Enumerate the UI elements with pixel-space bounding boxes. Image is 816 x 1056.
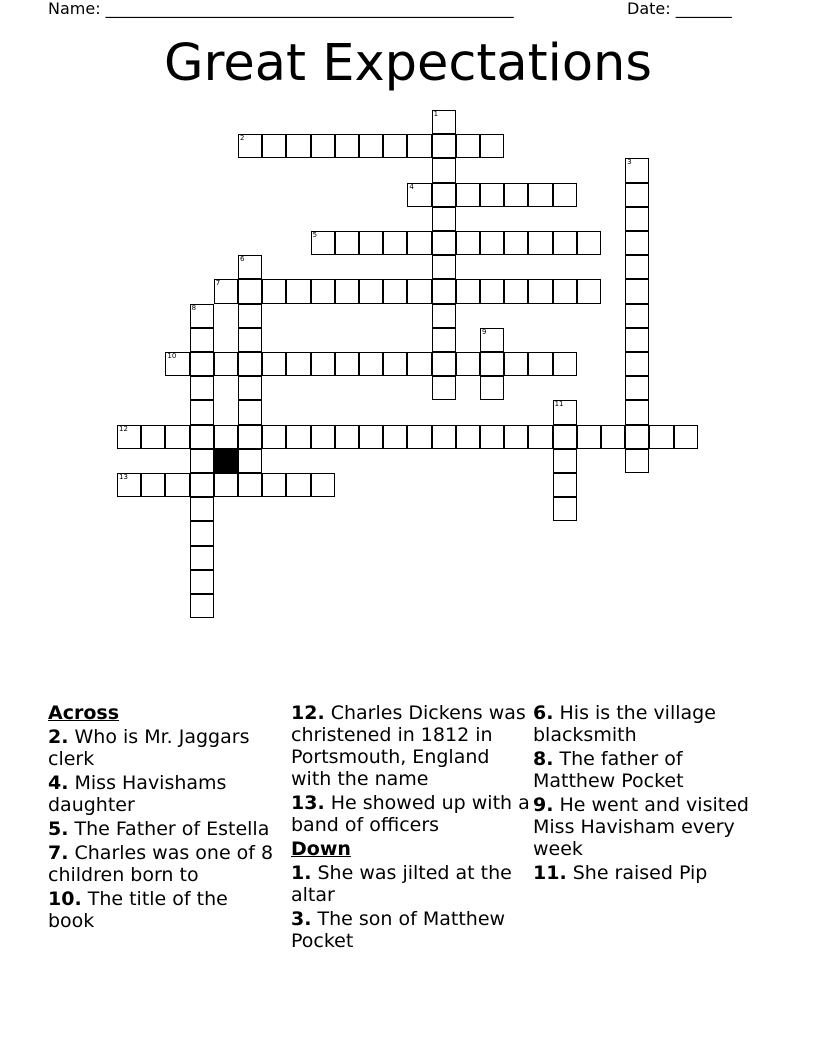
grid-cell[interactable] bbox=[432, 376, 456, 400]
grid-cell[interactable] bbox=[432, 352, 456, 376]
grid-cell[interactable] bbox=[553, 473, 577, 497]
grid-cell[interactable] bbox=[238, 352, 262, 376]
grid-cell[interactable] bbox=[383, 425, 407, 449]
clue-number-9: 9 bbox=[482, 327, 487, 336]
blocked-cell bbox=[214, 449, 238, 473]
grid-cell[interactable] bbox=[286, 279, 310, 303]
grid-cell[interactable] bbox=[456, 425, 480, 449]
grid-cell[interactable] bbox=[504, 231, 528, 255]
grid-cell[interactable] bbox=[117, 425, 141, 449]
grid-cell[interactable] bbox=[407, 231, 431, 255]
grid-cell[interactable] bbox=[625, 376, 649, 400]
grid-cell[interactable] bbox=[577, 231, 601, 255]
grid-cell[interactable] bbox=[335, 134, 359, 158]
grid-cell[interactable] bbox=[504, 352, 528, 376]
grid-cell[interactable] bbox=[625, 328, 649, 352]
grid-cell[interactable] bbox=[238, 328, 262, 352]
grid-cell[interactable] bbox=[625, 231, 649, 255]
clues-column-2 bbox=[291, 702, 531, 954]
clues-column-3 bbox=[533, 702, 763, 886]
down-clue-3: 3. The son of Matthew Pocket bbox=[291, 908, 506, 952]
across-clue-5: 5. The Father of Estella bbox=[48, 818, 270, 840]
grid-cell[interactable] bbox=[456, 231, 480, 255]
grid-cell[interactable] bbox=[190, 328, 214, 352]
grid-cell[interactable] bbox=[214, 425, 238, 449]
grid-cell[interactable] bbox=[432, 255, 456, 279]
grid-cell[interactable] bbox=[480, 279, 504, 303]
grid-cell[interactable] bbox=[214, 352, 238, 376]
grid-cell[interactable] bbox=[117, 473, 141, 497]
grid-cell[interactable] bbox=[190, 352, 214, 376]
grid-cell[interactable] bbox=[528, 352, 552, 376]
grid-cell[interactable] bbox=[625, 425, 649, 449]
across-clue-13: 13. He showed up with a band of officers bbox=[291, 792, 530, 836]
grid-cell[interactable] bbox=[286, 134, 310, 158]
clue-number-2: 2 bbox=[240, 134, 245, 143]
grid-cell[interactable] bbox=[432, 158, 456, 182]
grid-cell[interactable] bbox=[432, 207, 456, 231]
grid-cell[interactable] bbox=[383, 279, 407, 303]
grid-cell[interactable] bbox=[577, 425, 601, 449]
grid-cell[interactable] bbox=[432, 425, 456, 449]
clue-number-5: 5 bbox=[312, 231, 318, 239]
grid-cell[interactable] bbox=[674, 425, 698, 449]
name-field[interactable]: Name: ___________________________________________________ bbox=[48, 0, 514, 18]
grid-cell[interactable] bbox=[649, 425, 673, 449]
grid-cell[interactable] bbox=[190, 570, 214, 594]
grid-cell[interactable] bbox=[553, 279, 577, 303]
grid-cell[interactable] bbox=[165, 473, 189, 497]
grid-cell[interactable] bbox=[456, 183, 480, 207]
grid-cell[interactable] bbox=[407, 134, 431, 158]
grid-cell[interactable] bbox=[625, 449, 649, 473]
grid-cell[interactable] bbox=[625, 279, 649, 303]
clue-number-13: 13 bbox=[119, 473, 128, 481]
across-clue-12: 12. Charles Dickens was christened in 1812 in Portsmouth, England with the name bbox=[291, 702, 526, 790]
clue-number-8: 8 bbox=[191, 303, 197, 312]
clue-number-1: 1 bbox=[433, 110, 439, 118]
grid-cell[interactable] bbox=[165, 425, 189, 449]
grid-cell[interactable] bbox=[190, 449, 214, 473]
grid-cell[interactable] bbox=[553, 425, 577, 449]
grid-cell[interactable] bbox=[625, 183, 649, 207]
grid-cell[interactable] bbox=[480, 231, 504, 255]
clue-number-6: 6 bbox=[240, 255, 245, 264]
grid-cell[interactable] bbox=[238, 134, 262, 158]
grid-cell[interactable] bbox=[190, 546, 214, 570]
clue-number-4: 4 bbox=[409, 182, 414, 191]
grid-cell[interactable] bbox=[407, 183, 431, 207]
clue-number-7: 7 bbox=[215, 279, 221, 288]
grid-cell[interactable] bbox=[577, 279, 601, 303]
grid-cell[interactable] bbox=[311, 473, 335, 497]
clue-number-10: 10 bbox=[167, 352, 177, 360]
down-clue-8: 8. The father of Matthew Pocket bbox=[533, 748, 684, 792]
grid-cell[interactable] bbox=[625, 304, 649, 328]
across-clue-10: 10. The title of the book bbox=[48, 888, 228, 932]
grid-cell[interactable] bbox=[262, 352, 286, 376]
across-heading: Across bbox=[48, 702, 120, 724]
grid-cell[interactable] bbox=[553, 183, 577, 207]
grid-cell[interactable] bbox=[238, 400, 262, 424]
grid-cell[interactable] bbox=[480, 183, 504, 207]
grid-cell[interactable] bbox=[238, 473, 262, 497]
grid-cell[interactable] bbox=[383, 352, 407, 376]
down-heading: Down bbox=[291, 838, 351, 860]
across-clue-7: 7. Charles was one of 8 children born to bbox=[48, 842, 274, 886]
grid-cell[interactable] bbox=[190, 521, 214, 545]
grid-cell[interactable] bbox=[335, 352, 359, 376]
grid-cell[interactable] bbox=[286, 425, 310, 449]
grid-cell[interactable] bbox=[311, 425, 335, 449]
grid-cell[interactable] bbox=[359, 425, 383, 449]
grid-cell[interactable] bbox=[311, 134, 335, 158]
grid-cell[interactable] bbox=[238, 279, 262, 303]
grid-cell[interactable] bbox=[432, 231, 456, 255]
grid-cell[interactable] bbox=[190, 304, 214, 328]
across-clue-4: 4. Miss Havishams daughter bbox=[48, 772, 227, 816]
grid-cell[interactable] bbox=[286, 473, 310, 497]
grid-cell[interactable] bbox=[190, 425, 214, 449]
puzzle-title: Great Expectations bbox=[164, 34, 652, 93]
grid-cell[interactable] bbox=[432, 134, 456, 158]
grid-cell[interactable] bbox=[553, 497, 577, 521]
grid-cell[interactable] bbox=[432, 304, 456, 328]
grid-cell[interactable] bbox=[504, 425, 528, 449]
grid-cell[interactable] bbox=[262, 473, 286, 497]
grid-cell[interactable] bbox=[190, 400, 214, 424]
grid-cell[interactable] bbox=[456, 134, 480, 158]
grid-cell[interactable] bbox=[625, 255, 649, 279]
grid-cell[interactable] bbox=[214, 279, 238, 303]
grid-cell[interactable] bbox=[553, 400, 577, 424]
grid-cell[interactable] bbox=[335, 231, 359, 255]
grid-cell[interactable] bbox=[262, 279, 286, 303]
grid-cell[interactable] bbox=[238, 449, 262, 473]
grid-cell[interactable] bbox=[238, 425, 262, 449]
grid-cell[interactable] bbox=[335, 279, 359, 303]
down-clue-1: 1. She was jilted at the altar bbox=[291, 862, 512, 906]
grid-cell[interactable] bbox=[553, 449, 577, 473]
grid-cell[interactable] bbox=[553, 352, 577, 376]
grid-cell[interactable] bbox=[359, 134, 383, 158]
grid-cell[interactable] bbox=[528, 183, 552, 207]
down-clue-6: 6. His is the village blacksmith bbox=[533, 702, 716, 746]
grid-cell[interactable] bbox=[190, 594, 214, 618]
grid-cell[interactable] bbox=[214, 473, 238, 497]
grid-cell[interactable] bbox=[480, 328, 504, 352]
grid-cell[interactable] bbox=[432, 279, 456, 303]
grid-cell[interactable] bbox=[190, 497, 214, 521]
grid-cell[interactable] bbox=[262, 134, 286, 158]
grid-cell[interactable] bbox=[407, 352, 431, 376]
grid-cell[interactable] bbox=[165, 352, 189, 376]
grid-cell[interactable] bbox=[238, 255, 262, 279]
grid-cell[interactable] bbox=[407, 279, 431, 303]
grid-cell[interactable] bbox=[504, 279, 528, 303]
clue-number-11: 11 bbox=[554, 400, 564, 409]
down-clue-11: 11. She raised Pip bbox=[533, 862, 708, 884]
grid-cell[interactable] bbox=[480, 425, 504, 449]
clue-number-12: 12 bbox=[119, 424, 128, 433]
grid-cell[interactable] bbox=[141, 473, 165, 497]
grid-cell[interactable] bbox=[286, 352, 310, 376]
grid-cell[interactable] bbox=[190, 376, 214, 400]
grid-cell[interactable] bbox=[335, 425, 359, 449]
grid-cell[interactable] bbox=[528, 231, 552, 255]
grid-cell[interactable] bbox=[407, 425, 431, 449]
grid-cell[interactable] bbox=[383, 134, 407, 158]
grid-cell[interactable] bbox=[625, 352, 649, 376]
grid-cell[interactable] bbox=[432, 183, 456, 207]
grid-cell[interactable] bbox=[480, 376, 504, 400]
grid-cell[interactable] bbox=[432, 328, 456, 352]
across-clue-2: 2. Who is Mr. Jaggars clerk bbox=[48, 726, 250, 770]
grid-cell[interactable] bbox=[553, 231, 577, 255]
date-field[interactable]: Date: _______ bbox=[627, 0, 732, 18]
grid-cell[interactable] bbox=[456, 352, 480, 376]
grid-cell[interactable] bbox=[359, 231, 383, 255]
grid-cell[interactable] bbox=[311, 231, 335, 255]
grid-cell[interactable] bbox=[238, 304, 262, 328]
grid-cell[interactable] bbox=[625, 207, 649, 231]
grid-cell[interactable] bbox=[504, 183, 528, 207]
grid-cell[interactable] bbox=[625, 158, 649, 182]
grid-cell[interactable] bbox=[528, 279, 552, 303]
grid-cell[interactable] bbox=[383, 231, 407, 255]
grid-cell[interactable] bbox=[625, 400, 649, 424]
down-clue-9: 9. He went and visited Miss Havisham every week bbox=[533, 794, 749, 860]
grid-cell[interactable] bbox=[141, 425, 165, 449]
grid-cell[interactable] bbox=[359, 279, 383, 303]
grid-cell[interactable] bbox=[238, 376, 262, 400]
clue-number-3: 3 bbox=[627, 158, 632, 167]
grid-cell[interactable] bbox=[480, 134, 504, 158]
grid-cell[interactable] bbox=[528, 425, 552, 449]
grid-cell[interactable] bbox=[480, 352, 504, 376]
grid-cell[interactable] bbox=[311, 352, 335, 376]
grid-cell[interactable] bbox=[262, 425, 286, 449]
grid-cell[interactable] bbox=[190, 473, 214, 497]
grid-cell[interactable] bbox=[601, 425, 625, 449]
clues-column-1 bbox=[48, 702, 278, 934]
grid-cell[interactable] bbox=[359, 352, 383, 376]
grid-cell[interactable] bbox=[432, 110, 456, 134]
grid-cell[interactable] bbox=[456, 279, 480, 303]
grid-cell[interactable] bbox=[311, 279, 335, 303]
